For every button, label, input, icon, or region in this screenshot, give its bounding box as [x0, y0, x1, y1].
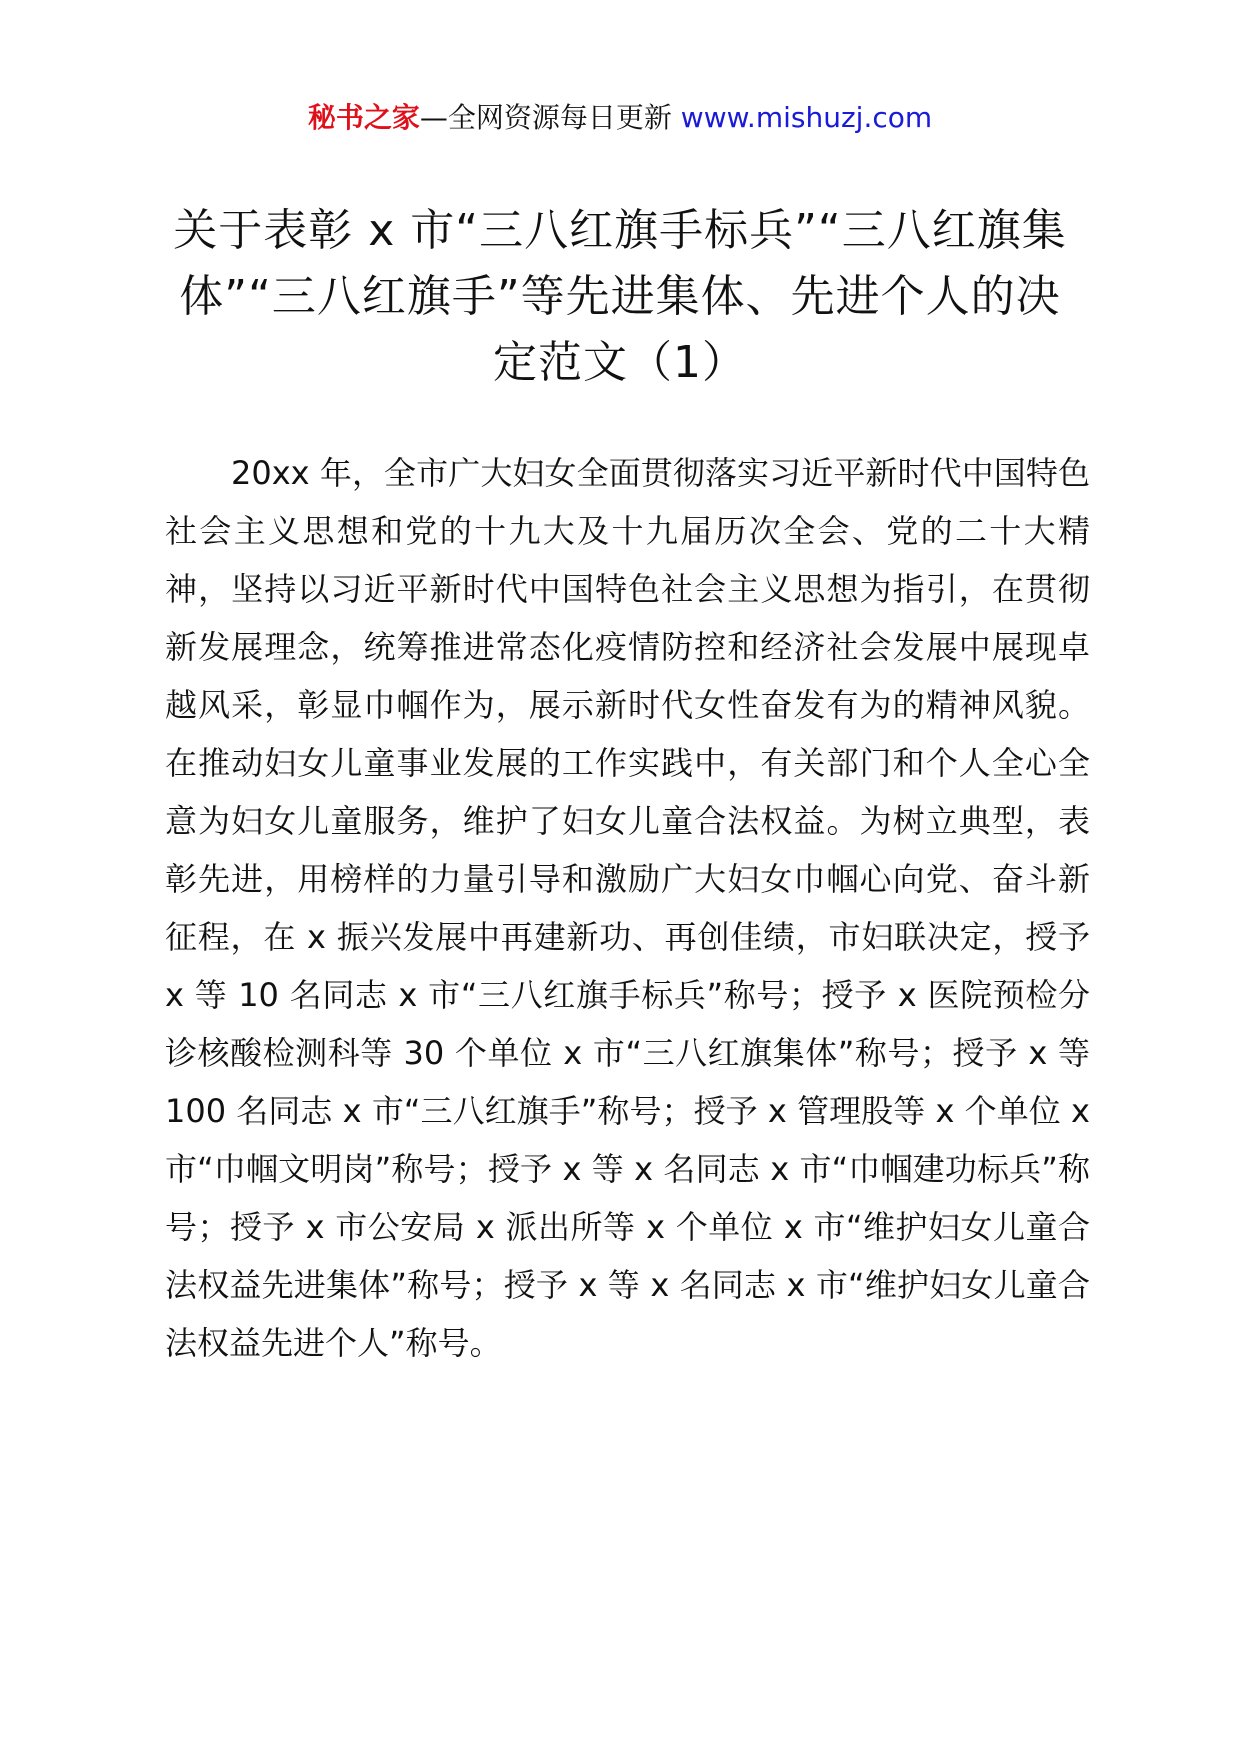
brand-name: 秘书之家 — [307, 101, 420, 134]
site-url-link[interactable]: www.mishuzj.com — [680, 101, 933, 134]
body-paragraph: 20xx 年，全市广大妇女全面贯彻落实习近平新时代中国特色社会主义思想和党的十九大及十九届历次全会、党的二十大精神，坚持以习近平新时代中国特色社会主义思想为指引，在贯彻新发展理念，统筹推进常态化疫情防控和经济社会发展中展现卓越风采，彰显巾帼作为，展示新时代女性奋发有为的精神风貌。在推动妇女儿童事业发展的工作实践中，有关部门和个人全心全意为妇女儿童服务，维护了妇女儿童合法权益。为树立典型，表彰先进，用榜样的力量引导和激励广大妇女巾帼心向党、奋斗新征程，在 x 振兴发展中再建新功、再创佳绩，市妇联决定，授予 x 等 10 名同志 x 市“三八红旗手标兵”称号；授予 x 医院预检分诊核酸检测科等 30 个单位 x 市“三八红旗集体”称号；授予 x 等 100 名同志 x 市“三八红旗手”称号；授予 x 管理股等 x 个单位 x 市“巾帼文明岗”称号；授予 x 等 x 名同志 x 市“巾帼建功标兵”称号；授予 x 市公安局 x 派出所等 x 个单位 x 市“维护妇女儿童合法权益先进集体”称号；授予 x 等 x 名同志 x 市“维护妇女儿童合法权益先进个人”称号。 — [165, 454, 1090, 1362]
site-header — [0, 98, 1240, 138]
header-tagline: 全网资源每日更新 — [447, 101, 672, 134]
header-dash: — — [419, 101, 448, 134]
document-title: 关于表彰 x 市“三八红旗手标兵”“三八红旗集体”“三八红旗手”等先进集体、先进个人的决定范文（1） — [173, 205, 1067, 388]
